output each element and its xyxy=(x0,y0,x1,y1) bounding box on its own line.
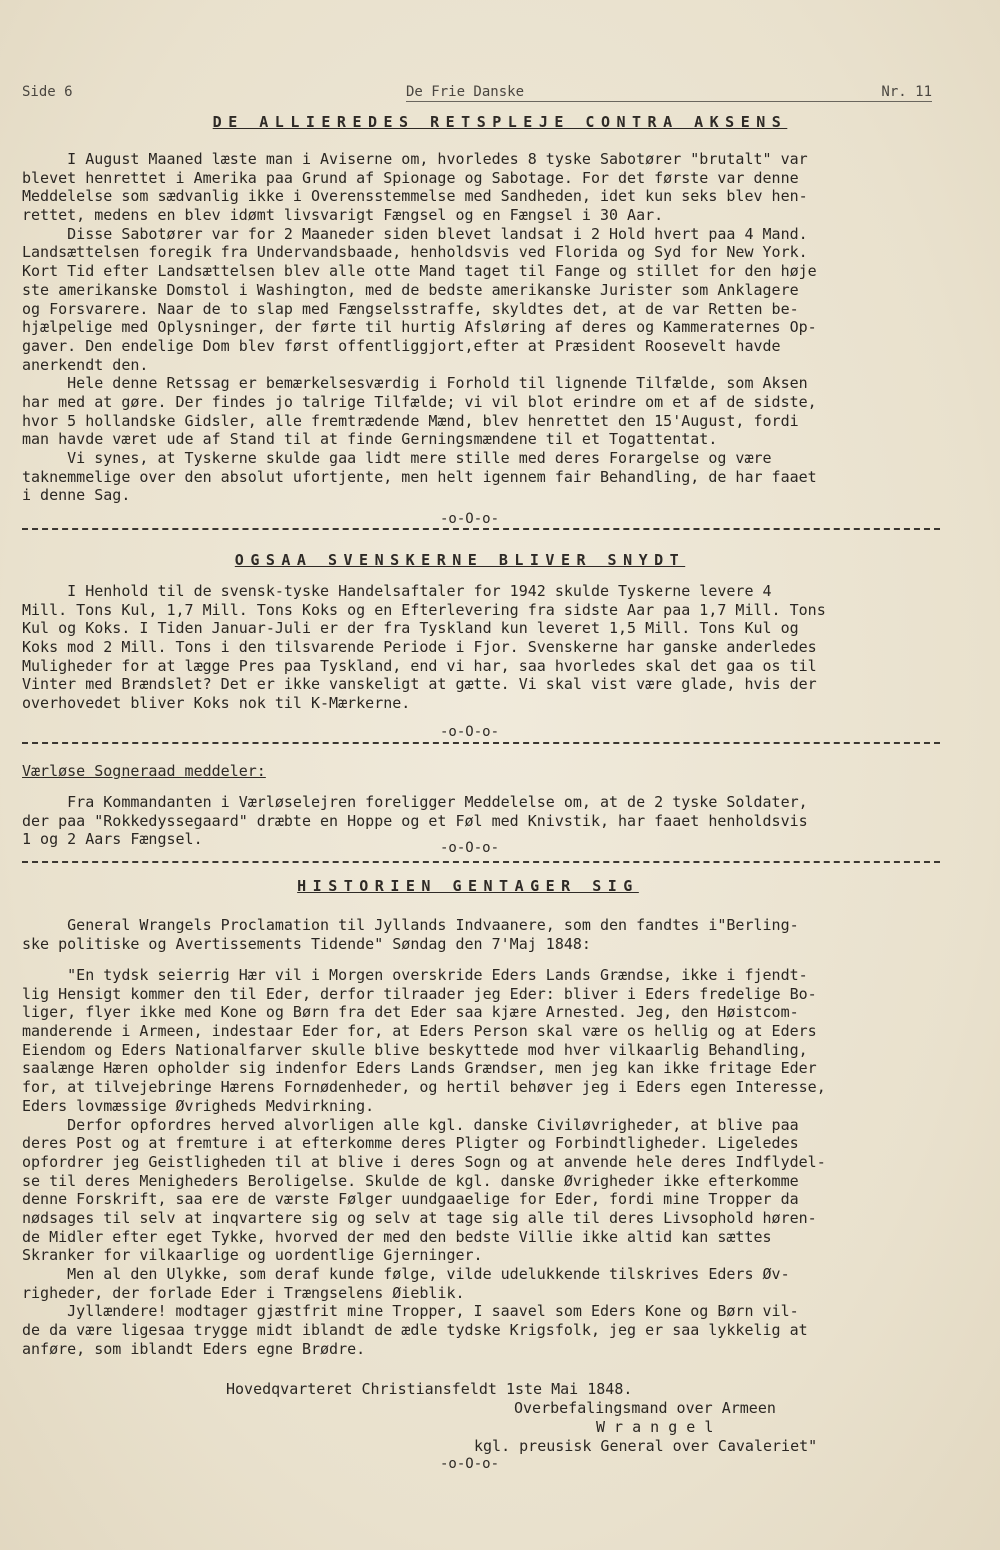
text-line: Muligheder for at lægge Pres paa Tyskland, end vi har, saa hvorledes skal det gaa os til xyxy=(22,656,817,675)
article2-separator: -o-O-o- xyxy=(440,724,500,740)
text-line: de da være ligesaa trygge midt iblandt de ædle tydske Krigsfolk, jeg er saa lykkelig at xyxy=(22,1321,808,1340)
signature-role: Overbefalingsmand over Armeen xyxy=(514,1399,776,1417)
text-line: rettet, medens en blev idømt livsvarigt Fængsel og en Fængsel i 30 Aar. xyxy=(22,206,664,225)
article4-intro xyxy=(22,916,940,953)
article3-title: Værløse Sogneraad meddeler: xyxy=(22,762,266,780)
signature-name: W r a n g e l xyxy=(596,1418,714,1436)
text-line: saalænge Hæren opholder sig indenfor Eders Lands Grændser, men jeg kan ikke fritage Eder xyxy=(22,1059,817,1078)
text-line: blevet henrettet i Amerika paa Grund af Spionage og Sabotage. For det første var denne xyxy=(22,168,799,187)
text-line: ske politiske og Avertissements Tidende" Søndag den 7'Maj 1848: xyxy=(22,934,591,953)
text-line: har med at gøre. Der findes jo talrige Tilfælde; vi vil blot erindre om et af de sidste, xyxy=(22,392,817,411)
text-line: Eiendom og Eders Nationalfarver skulle blive beskyttede mod hver vilkaarlig Behandling, xyxy=(22,1040,808,1059)
text-line: Fra Kommandanten i Værløselejren foreligger Meddelelse om, at de 2 tyske Soldater, xyxy=(22,793,808,811)
text-line: og Forsvarere. Naar de to slap med Fængselsstraffe, skyldtes det, at de var Retten be- xyxy=(22,299,799,318)
text-line: Vinter med Brændslet? Det er ikke vanskeligt at gætte. Vi skal vist være glade, hvis der xyxy=(22,675,817,694)
article4-title: HISTORIEN GENTAGER SIG xyxy=(297,877,639,895)
issue-number: Nr. 11 xyxy=(881,84,932,100)
text-line: Hele denne Retssag er bemærkelsesværdig i Forhold til lignende Tilfælde, som Aksen xyxy=(22,374,808,393)
text-line: Koks mod 2 Mill. Tons i den tilsvarende Periode i Fjor. Svenskerne har ganske anderledes xyxy=(22,638,817,657)
header-rule xyxy=(406,101,932,102)
text-line: I Henhold til de svensk-tyske Handelsaftaler for 1942 skulde Tyskerne levere 4 xyxy=(22,582,772,600)
text-line: hvor 5 hollandske Gidsler, alle fremtrædende Mænd, blev henrettet den 15'August, fordi xyxy=(22,411,799,430)
signature-place-date: Hovedqvarteret Christiansfeldt 1ste Mai 1848. xyxy=(226,1380,633,1398)
text-line: man havde været ude af Stand til at finde Gerningsmændene til et Togattentat. xyxy=(22,430,718,449)
text-line: Derfor opfordres herved alvorligen alle kgl. danske Civiløvrigheder, at blive paa xyxy=(22,1115,799,1134)
text-line: Jyllændere! modtager gjæstfrit mine Tropper, I saavel som Eders Kone og Børn vil- xyxy=(22,1302,799,1321)
divider xyxy=(22,528,940,530)
text-line: Eders lovmæssige Øvrigheds Medvirkning. xyxy=(22,1096,375,1115)
text-line: liger, flyer ikke med Kone og Børn fra det Eder saa kjære Arnested. Jeg, den Høistcom- xyxy=(22,1003,799,1022)
text-line: taknemmelige over den absolut ufortjente, men helt igennem fair Behandling, de har faaet xyxy=(22,467,817,486)
divider xyxy=(22,742,940,744)
text-line: i denne Sag. xyxy=(22,486,131,505)
text-line: Disse Sabotører var for 2 Maaneder siden blevet landsat i 2 Hold hvert paa 4 Mand. xyxy=(22,224,808,243)
text-line: gaver. Den endelige Dom blev først offentliggjort,efter at Præsident Roosevelt havde xyxy=(22,336,781,355)
publication-name: De Frie Danske xyxy=(406,84,525,100)
article3-separator: -o-O-o- xyxy=(440,840,500,856)
article4-body xyxy=(22,966,940,1358)
text-line: General Wrangels Proclamation til Jyllands Indvaanere, som den fandtes i"Berling- xyxy=(22,916,799,934)
article1-body xyxy=(22,150,940,505)
text-line: nødsages til selv at inqvartere sig og selv at tage sig alle til deres Livsophold høren- xyxy=(22,1208,817,1227)
article2-title: OGSAA SVENSKERNE BLIVER SNYDT xyxy=(234,551,686,569)
text-line: lig Hensigt kommer den til Eder, derfor tilraader jeg Eder: bliver i Eders fredelige Bo- xyxy=(22,984,817,1003)
text-line: deres Post og at fremture i at efterkomme deres Pligter og Forbindtligheder. Ligeledes xyxy=(22,1134,799,1153)
article1-separator: -o-O-o- xyxy=(440,511,500,527)
article1-title: DE ALLIEREDES RETSPLEJE CONTRA AKSENS xyxy=(212,113,788,131)
text-line: for, at tilvejebringe Hærens Fornødenheder, og hertil behøver jeg i Eders egen Interesse, xyxy=(22,1078,826,1097)
page-number: Side 6 xyxy=(22,84,73,100)
article2-body xyxy=(22,582,940,713)
text-line: overhovedet bliver Koks nok til K-Mærkerne. xyxy=(22,694,411,713)
text-line: de Midler efter eget Tykke, hvorved der med den bedste Villie ikke altid kan sættes xyxy=(22,1227,772,1246)
text-line: Landsættelsen foregik fra Undervandsbaade, henholdsvis ved Florida og Syd for New York. xyxy=(22,243,808,262)
text-line: 1 og 2 Aars Fængsel. xyxy=(22,830,203,849)
text-line: Kort Tid efter Landsættelsen blev alle otte Mand taget til Fange og stillet for den høje xyxy=(22,262,817,281)
text-line: se til deres Menigheders Beroligelse. Skulde de kgl. danske Øvrigheder ikke efterkomme xyxy=(22,1171,799,1190)
text-line: denne Forskrift, saa ere de værste Følger uundgaaelige for Eder, fordi mine Tropper da xyxy=(22,1190,799,1209)
text-line: opfordrer jeg Geistligheden til at blive i deres Sogn og at anvende hele deres Indflydel- xyxy=(22,1152,826,1171)
text-line: "En tydsk seierrig Hær vil i Morgen overskride Eders Lands Grændse, ikke i fjendt- xyxy=(22,966,808,984)
text-line: Men al den Ulykke, som deraf kunde følge, vilde udelukkende tilskrives Eders Øv- xyxy=(22,1265,790,1283)
text-line: Vi synes, at Tyskerne skulde gaa lidt mere stille med deres Forargelse og være xyxy=(22,449,772,467)
divider xyxy=(22,861,940,863)
text-line: Skranker for vilkaarlige og uordentlige Gjerninger. xyxy=(22,1246,483,1265)
article4-separator: -o-O-o- xyxy=(440,1456,500,1472)
text-line: manderende i Armeen, indestaar Eder for, at Eders Person skal være os hellig og at Eders xyxy=(22,1022,817,1041)
text-line: I August Maaned læste man i Aviserne om, hvorledes 8 tyske Sabotører "brutalt" var xyxy=(22,150,808,168)
signature-rank: kgl. preusisk General over Cavaleriet" xyxy=(474,1437,818,1455)
text-line: ste amerikanske Domstol i Washington, med de bedste amerikanske Jurister som Anklagere xyxy=(22,280,799,299)
text-line: righeder, der forlade Eder i Trængselens Øieblik. xyxy=(22,1283,465,1302)
text-line: anerkendt den. xyxy=(22,355,149,374)
text-line: Meddelelse som sædvanlig ikke i Overensstemmelse med Sandheden, idet kun seks blev hen- xyxy=(22,187,808,206)
text-line: anføre, som iblandt Eders egne Brødre. xyxy=(22,1339,366,1358)
text-line: der paa "Rokkedyssegaard" dræbte en Hoppe og et Føl med Knivstik, har faaet henholdsvis xyxy=(22,811,808,830)
text-line: hjælpelige med Oplysninger, der førte til hurtig Afsløring af deres og Kammeraternes Op- xyxy=(22,318,817,337)
text-line: Kul og Koks. I Tiden Januar-Juli er der fra Tyskland kun leveret 1,5 Mill. Tons Kul og xyxy=(22,619,799,638)
text-line: Mill. Tons Kul, 1,7 Mill. Tons Koks og en Efterlevering fra sidste Aar paa 1,7 Mill. Tons xyxy=(22,600,826,619)
page-header xyxy=(22,84,932,106)
